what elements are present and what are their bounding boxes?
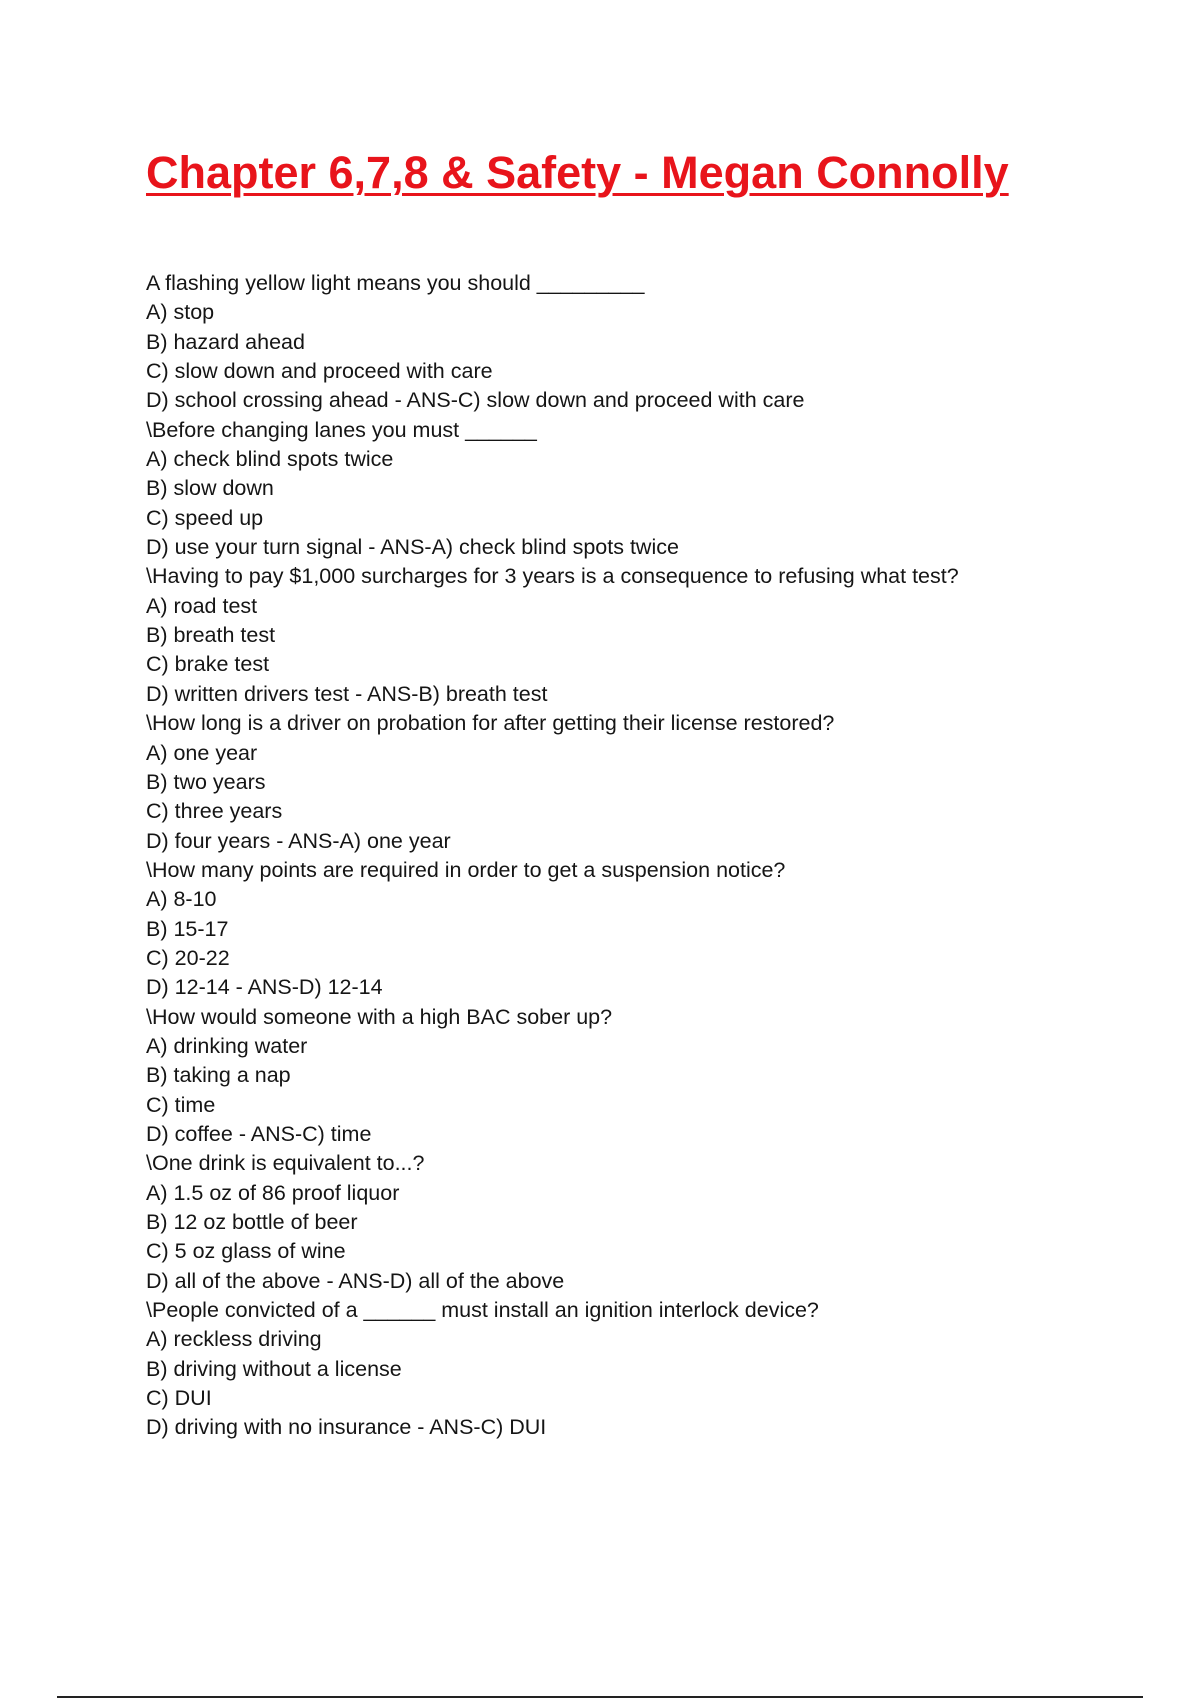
text-line: A) road test — [146, 593, 258, 618]
text-line: \Before changing lanes you must ______ — [146, 417, 537, 442]
text-line: D) four years - ANS-A) one year — [146, 828, 451, 853]
text-line: C) slow down and proceed with care — [146, 359, 493, 384]
text-line: B) two years — [146, 769, 266, 794]
text-line: D) coffee - ANS-C) time — [146, 1121, 372, 1146]
footer-divider — [57, 1696, 1143, 1698]
text-line: \How would someone with a high BAC sober up? — [146, 1004, 613, 1029]
text-line: A) reckless driving — [146, 1327, 322, 1352]
text-line: \Having to pay $1,000 surcharges for 3 years is a consequence to refusing what test? — [146, 564, 959, 589]
text-line: A) 8-10 — [146, 887, 217, 912]
text-line: D) 12-14 - ANS-D) 12-14 — [146, 975, 383, 1000]
text-line: D) school crossing ahead - ANS-C) slow down and proceed with care — [146, 388, 805, 413]
text-line: B) hazard ahead — [146, 329, 305, 354]
text-line: \How long is a driver on probation for after getting their license restored? — [146, 711, 835, 736]
text-line: \One drink is equivalent to...? — [146, 1151, 425, 1176]
text-line: A) one year — [146, 740, 258, 765]
text-line: B) 15-17 — [146, 916, 229, 941]
text-line: A) drinking water — [146, 1033, 308, 1058]
text-line: C) 5 oz glass of wine — [146, 1239, 346, 1264]
text-line: C) DUI — [146, 1386, 212, 1411]
text-line: A flashing yellow light means you should _________ — [146, 271, 645, 295]
text-line: D) written drivers test - ANS-B) breath test — [146, 681, 548, 706]
document-title: Chapter 6,7,8 & Safety - Megan Connolly — [146, 147, 1009, 198]
text-line: C) 20-22 — [146, 945, 230, 970]
text-line: B) taking a nap — [146, 1063, 291, 1088]
text-line: A) check blind spots twice — [146, 447, 394, 472]
text-line: A) 1.5 oz of 86 proof liquor — [146, 1180, 400, 1205]
text-line: A) stop — [146, 300, 215, 325]
text-line: C) three years — [146, 799, 283, 824]
text-line: B) slow down — [146, 476, 274, 501]
text-line: B) breath test — [146, 623, 276, 648]
text-line: B) driving without a license — [146, 1356, 402, 1381]
text-line: C) brake test — [146, 652, 270, 677]
text-line: B) 12 oz bottle of beer — [146, 1210, 358, 1234]
text-line: C) time — [146, 1092, 216, 1117]
text-line: D) driving with no insurance - ANS-C) DUI — [146, 1415, 547, 1440]
text-line: \People convicted of a ______ must install an ignition interlock device? — [146, 1298, 819, 1323]
text-line: \How many points are required in order to get a suspension notice? — [146, 857, 786, 882]
quiz-text — [146, 269, 1086, 1443]
text-line: C) speed up — [146, 505, 264, 530]
text-line: D) all of the above - ANS-D) all of the above — [146, 1268, 565, 1293]
text-line: D) use your turn signal - ANS-A) check blind spots twice — [146, 535, 679, 560]
